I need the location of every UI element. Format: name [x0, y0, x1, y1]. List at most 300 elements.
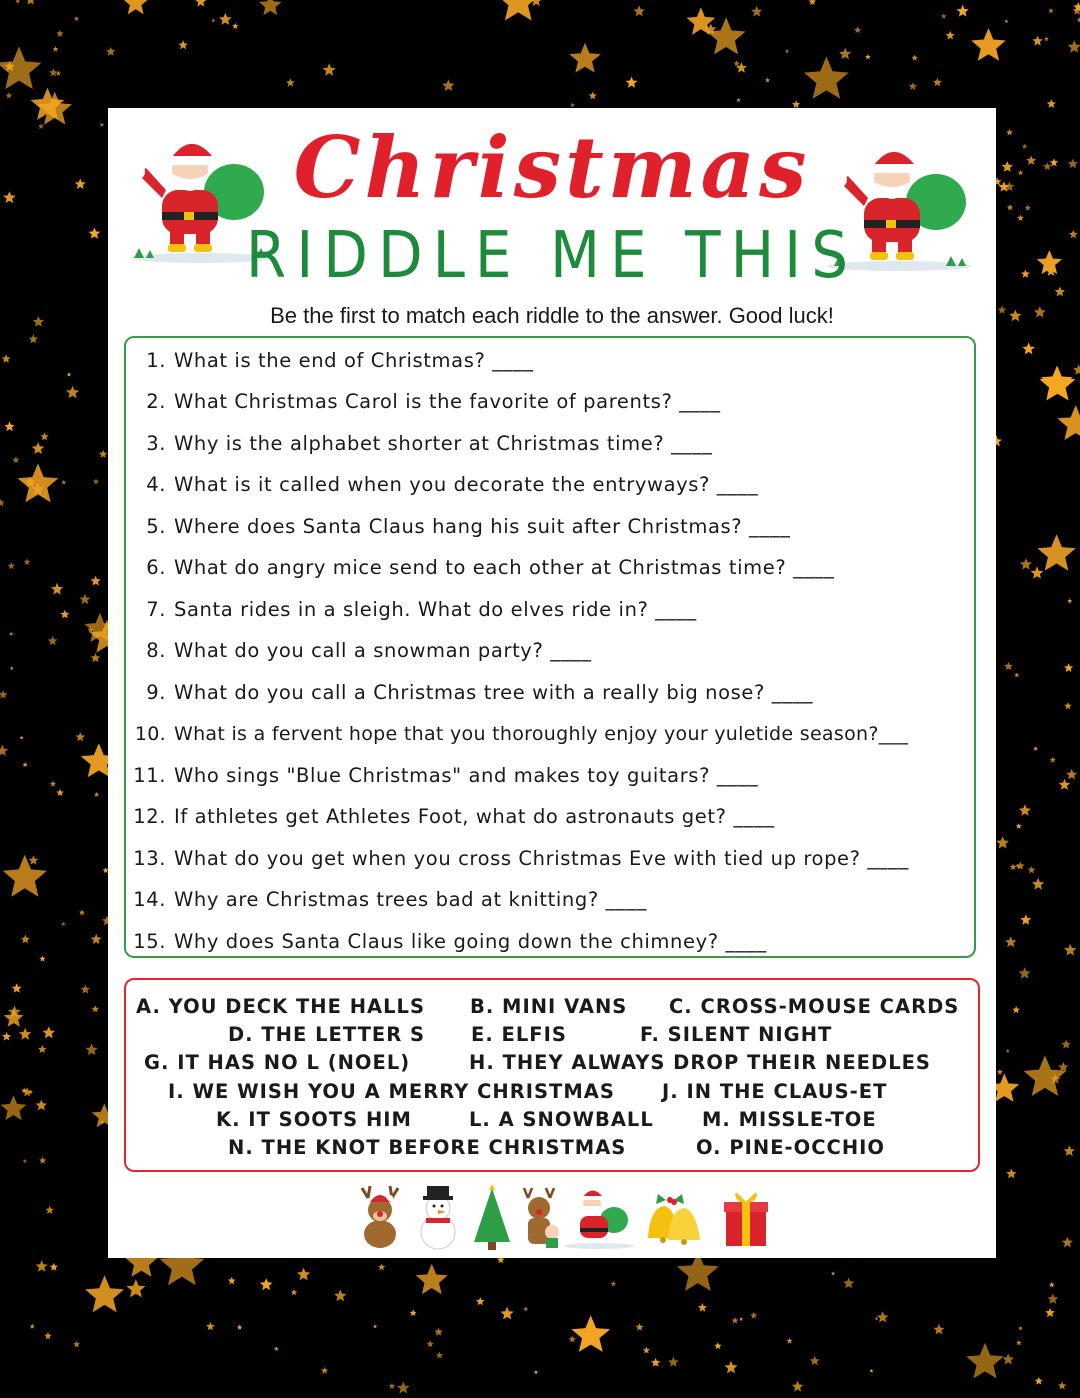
star-icon [1032, 36, 1043, 46]
answer-item: K. IT SOOTS HIM [216, 1108, 412, 1131]
riddle-item [126, 346, 976, 376]
star-icon [1044, 36, 1049, 41]
riddle-text: What is the end of Christmas? ____ [174, 349, 534, 372]
star-icon [297, 1268, 310, 1281]
star-icon [0, 46, 42, 89]
star-icon [4, 1008, 24, 1027]
star-icon [42, 1026, 55, 1038]
riddle-number: 2. [146, 390, 166, 413]
subtitle: RIDDLE ME THIS [245, 217, 859, 293]
star-icon [41, 432, 49, 440]
riddle-text: Where does Santa Claus hang his suit after Christmas? ____ [174, 515, 791, 538]
star-icon [714, 1342, 721, 1349]
star-icon [76, 732, 86, 741]
riddle-text: What is a fervent hope that you thoroughly enjoy your yuletide season?___ [174, 723, 909, 745]
star-icon [589, 92, 597, 100]
riddle-number: 15. [133, 930, 166, 953]
star-icon [971, 28, 1006, 61]
star-icon [636, 1323, 644, 1331]
star-icon [260, 1278, 273, 1290]
star-icon [1047, 99, 1056, 108]
star-icon [94, 792, 99, 797]
star-icon [1073, 2, 1080, 11]
star-icon [61, 480, 66, 485]
star-icon [49, 68, 58, 76]
star-icon [36, 1260, 48, 1272]
bells-icon [648, 1194, 700, 1245]
star-icon [38, 123, 44, 129]
star-icon [232, 23, 238, 29]
star-icon [410, 1309, 417, 1316]
star-icon [237, 1325, 243, 1330]
riddle-text: What do angry mice send to each other at Christmas time? ____ [174, 556, 835, 579]
star-icon [1016, 1340, 1022, 1345]
star-icon [323, 63, 336, 76]
star-icon [1024, 1055, 1067, 1096]
star-icon [698, 1303, 707, 1312]
star-icon [792, 1381, 803, 1392]
star-icon [1050, 1074, 1060, 1084]
riddle-item [126, 761, 976, 791]
star-icon [1016, 823, 1022, 829]
star-icon [786, 1338, 792, 1344]
star-icon [732, 1317, 739, 1323]
star-icon [865, 54, 871, 59]
star-icon [1017, 215, 1024, 221]
star-icon [1069, 230, 1078, 238]
star-icon [33, 316, 44, 327]
riddle-item [126, 844, 976, 874]
star-icon [1043, 162, 1051, 170]
star-icon [100, 123, 105, 127]
star-icon [957, 5, 969, 17]
answer-item: J. IN THE CLAUS-ET [662, 1080, 888, 1103]
star-icon [39, 1157, 46, 1164]
star-icon [9, 632, 14, 636]
star-icon [286, 78, 295, 86]
star-icon [1037, 250, 1062, 274]
star-icon [497, 0, 540, 21]
answer-item: M. MISSLE-TOE [702, 1108, 877, 1131]
star-icon [633, 5, 645, 16]
star-icon [997, 1069, 1003, 1075]
star-icon [1006, 1168, 1017, 1178]
star-icon [12, 456, 19, 463]
star-icon [1073, 364, 1080, 375]
riddle-number: 4. [146, 473, 166, 496]
star-icon [1018, 170, 1024, 175]
star-icon [1067, 599, 1072, 604]
star-icon [228, 1277, 236, 1284]
star-icon [56, 789, 64, 796]
star-icon [1045, 1308, 1055, 1317]
riddle-item [126, 719, 976, 749]
star-icon [259, 0, 281, 15]
star-icon [877, 1311, 889, 1322]
christmas-tree-icon [474, 1184, 510, 1250]
star-icon [707, 17, 746, 54]
star-icon [1002, 1353, 1014, 1364]
star-icon [31, 88, 65, 120]
riddle-item [126, 512, 976, 542]
star-icon [106, 47, 115, 56]
star-icon [739, 1317, 743, 1321]
riddle-item [126, 595, 976, 625]
star-icon [4, 421, 14, 431]
star-icon [291, 1289, 298, 1295]
star-icon [1040, 366, 1076, 400]
gift-icon [724, 1193, 768, 1246]
star-icon [1050, 158, 1058, 166]
star-icon [1027, 866, 1035, 874]
star-icon [626, 77, 638, 88]
star-icon [687, 7, 716, 34]
riddle-item [126, 636, 976, 666]
snowman-icon [421, 1186, 455, 1249]
star-icon [436, 1352, 443, 1359]
riddle-item [126, 802, 976, 832]
star-icon [534, 1370, 539, 1374]
star-icon [1033, 746, 1038, 750]
star-icon [1066, 769, 1077, 780]
riddle-number: 12. [133, 805, 166, 828]
star-icon [389, 1383, 395, 1389]
star-icon [90, 576, 101, 586]
riddle-number: 10. [134, 723, 166, 745]
riddle-text: Who sings "Blue Christmas" and makes toy guitars? ____ [174, 764, 759, 787]
star-icon [79, 910, 85, 916]
star-icon [29, 1090, 34, 1094]
riddle-number: 8. [146, 639, 166, 662]
star-icon [1049, 1282, 1055, 1288]
riddle-sheet [108, 108, 996, 1258]
star-icon [736, 98, 741, 103]
answer-item: I. WE WISH YOU A MERRY CHRISTMAS [168, 1080, 615, 1103]
star-icon [46, 1206, 55, 1214]
star-icon [571, 1315, 610, 1352]
star-icon [831, 1271, 835, 1275]
star-icon [1018, 1326, 1023, 1330]
star-icon [1004, 181, 1014, 191]
star-icon [16, 0, 21, 3]
star-icon [1019, 967, 1031, 979]
star-icon [569, 43, 600, 73]
star-icon [1004, 662, 1013, 670]
star-icon [1057, 405, 1080, 440]
star-icon [206, 1322, 215, 1330]
star-icon [53, 46, 59, 51]
riddle-text: If athletes get Athletes Foot, what do astronauts get? ____ [174, 805, 775, 828]
star-icon [0, 690, 8, 699]
riddle-number: 1. [146, 349, 166, 372]
star-icon [32, 442, 45, 454]
star-icon [126, 1279, 145, 1297]
star-icon [22, 1087, 32, 1096]
riddle-number: 9. [146, 681, 166, 704]
riddle-item [126, 429, 976, 459]
star-icon [50, 1263, 58, 1271]
star-icon [1031, 566, 1044, 578]
riddle-text: Why does Santa Claus like going down the chimney? ____ [174, 930, 767, 953]
star-icon [1020, 558, 1032, 570]
star-icon [1002, 161, 1014, 172]
star-icon [378, 1263, 385, 1270]
star-icon [1068, 40, 1080, 52]
star-icon [1010, 864, 1017, 870]
answer-item: G. IT HAS NO L (NOEL) [144, 1051, 411, 1074]
star-icon [32, 483, 45, 495]
star-icon [1006, 1049, 1010, 1053]
star-icon [38, 1045, 47, 1053]
star-icon [8, 562, 16, 569]
star-icon [93, 478, 99, 484]
star-icon [998, 181, 1009, 191]
answer-item: L. A SNOWBALL [469, 1108, 654, 1131]
star-icon [100, 1120, 105, 1124]
star-icon [416, 1264, 448, 1295]
star-icon [643, 1347, 650, 1354]
reindeer-pair-icon [524, 1188, 559, 1248]
star-icon [765, 78, 770, 83]
riddle-number: 3. [146, 432, 166, 455]
answer-item: H. THEY ALWAYS DROP THEIR NEEDLES [469, 1051, 931, 1074]
star-icon [569, 1335, 576, 1342]
star-icon [21, 935, 30, 944]
star-icon [74, 16, 79, 21]
star-icon [1059, 779, 1071, 790]
star-icon [909, 82, 917, 90]
riddle-item [126, 470, 976, 500]
star-icon [1041, 366, 1073, 396]
star-icon [274, 1346, 279, 1351]
star-icon [530, 0, 542, 6]
riddle-item [126, 387, 976, 417]
star-icon [0, 499, 5, 507]
star-icon [668, 1357, 679, 1367]
star-icon [39, 956, 45, 962]
riddle-number: 14. [133, 888, 166, 911]
star-icon [0, 745, 8, 756]
riddle-item [126, 885, 976, 915]
star-icon [48, 636, 58, 645]
star-icon [3, 191, 16, 203]
star-icon [933, 1324, 944, 1335]
star-icon [178, 40, 187, 49]
answer-item: N. THE KNOT BEFORE CHRISTMAS [228, 1136, 627, 1159]
star-icon [750, 1312, 757, 1319]
star-icon [75, 179, 86, 190]
star-icon [1009, 310, 1021, 322]
star-icon [85, 1275, 124, 1312]
star-icon [1062, 1237, 1073, 1248]
star-icon [1037, 534, 1075, 570]
riddle-text: What do you get when you cross Christmas Eve with tied up rope? ____ [174, 847, 909, 870]
star-icon [56, 30, 63, 37]
star-icon [73, 1341, 80, 1348]
star-icon [91, 934, 102, 944]
star-icon [427, 1340, 434, 1347]
star-icon [1014, 673, 1019, 678]
star-icon [1055, 286, 1066, 296]
star-icon [1064, 1145, 1075, 1156]
star-icon [1050, 757, 1056, 763]
star-icon [5, 61, 15, 71]
star-icon [36, 1100, 47, 1111]
star-icon [810, 1356, 820, 1365]
star-icon [843, 1278, 854, 1289]
star-icon [44, 1332, 52, 1339]
star-icon [998, 306, 1007, 314]
star-icon [89, 228, 101, 239]
star-icon [123, 0, 149, 14]
star-icon [1020, 914, 1031, 924]
star-icon [1032, 878, 1044, 890]
star-icon [12, 983, 22, 993]
star-icon [67, 372, 72, 376]
star-icon [219, 13, 232, 25]
star-icon [651, 1358, 660, 1367]
star-icon [23, 762, 28, 767]
instructions: Be the first to match each riddle to the answer. Good luck! [270, 303, 834, 328]
star-icon [785, 49, 790, 53]
star-icon [804, 57, 849, 99]
star-icon [1007, 204, 1013, 210]
star-icon [24, 558, 31, 565]
riddle-text: Why is the alphabet shorter at Christmas time? ____ [174, 432, 713, 455]
star-icon [705, 23, 717, 34]
star-icon [81, 985, 90, 994]
star-icon [792, 100, 800, 108]
star-icon [1035, 1377, 1043, 1385]
riddle-text: Santa rides in a sleigh. What do elves ride in? ____ [174, 598, 697, 621]
star-icon [61, 922, 66, 927]
star-icon [56, 71, 61, 76]
star-icon [1068, 159, 1078, 169]
star-icon [1016, 864, 1020, 868]
star-icon [1058, 1382, 1066, 1390]
riddle-text: What Christmas Carol is the favorite of parents? ____ [174, 390, 721, 413]
santa-icon [564, 1190, 634, 1249]
star-icon [8, 1005, 21, 1017]
star-icon [2, 1032, 11, 1041]
star-icon [434, 1328, 443, 1336]
star-icon [523, 1307, 528, 1312]
star-icon [1019, 804, 1031, 815]
star-icon [373, 1324, 377, 1328]
star-icon [736, 62, 747, 73]
star-icon [1064, 663, 1073, 672]
star-icon [839, 48, 851, 60]
star-icon [87, 627, 93, 633]
star-icon [29, 855, 39, 864]
star-icon [1058, 1062, 1068, 1072]
star-icon [1, 1095, 27, 1120]
star-icon [92, 1005, 99, 1012]
answer-bank [124, 978, 980, 1172]
star-icon [79, 594, 90, 605]
star-icon [734, 60, 740, 66]
star-icon [18, 464, 59, 503]
star-icon [1021, 270, 1030, 278]
star-icon [725, 1361, 738, 1374]
star-icon [1034, 306, 1046, 318]
answer-item: O. PINE-OCCHIO [696, 1136, 885, 1159]
answer-item: B. MINI VANS [470, 995, 628, 1018]
star-icon [51, 583, 63, 595]
star-icon [25, 477, 36, 487]
star-icon [570, 103, 575, 108]
star-icon [334, 1289, 346, 1301]
riddle-text: What is it called when you decorate the entryways? ____ [174, 473, 759, 496]
star-icon [941, 13, 947, 18]
star-icon [21, 1088, 27, 1094]
star-icon [99, 450, 108, 458]
star-icon [1061, 1040, 1071, 1049]
star-icon [1004, 19, 1008, 23]
title: Christmas [293, 118, 811, 217]
riddle-number: 5. [146, 515, 166, 538]
riddle-text: What do you call a Christmas tree with a really big nose? ____ [174, 681, 814, 704]
star-icon [29, 334, 38, 343]
star-icon [3, 855, 47, 897]
footer-decorations [358, 1184, 778, 1254]
star-icon [1046, 266, 1057, 276]
answer-item: F. SILENT NIGHT [640, 1023, 833, 1046]
star-icon [854, 27, 861, 34]
star-icon [809, 0, 817, 5]
riddle-number: 11. [133, 764, 166, 787]
riddle-number: 7. [146, 598, 166, 621]
star-icon [1016, 862, 1025, 870]
star-icon [1064, 944, 1077, 956]
star-icon [933, 78, 942, 87]
star-icon [870, 1369, 874, 1373]
riddle-item [126, 553, 976, 583]
star-icon [91, 653, 101, 662]
answer-item: E. ELFIS [471, 1023, 567, 1046]
star-icon [50, 781, 56, 787]
star-icon [996, 836, 1009, 848]
star-icon [1022, 342, 1035, 354]
star-icon [946, 31, 955, 40]
star-icon [912, 55, 918, 61]
star-icon [37, 92, 72, 125]
riddle-item [126, 927, 976, 957]
answer-item: C. CROSS-MOUSE CARDS [669, 995, 960, 1018]
star-icon [875, 1317, 879, 1321]
star-icon [1006, 129, 1013, 136]
star-icon [751, 6, 762, 17]
riddle-text: Why are Christmas trees bad at knitting? ____ [174, 888, 647, 911]
riddle-list [124, 336, 976, 958]
star-icon [23, 1159, 27, 1163]
riddle-item [126, 678, 976, 708]
star-icon [442, 79, 454, 91]
riddle-number: 13. [133, 847, 166, 870]
star-icon [1073, 6, 1080, 15]
star-icon [20, 736, 24, 740]
reindeer-icon [362, 1186, 398, 1248]
star-icon [60, 610, 69, 619]
star-icon [1005, 936, 1016, 947]
star-icon [85, 1043, 98, 1055]
star-icon [1048, 8, 1054, 13]
answer-item: D. THE LETTER S [228, 1023, 426, 1046]
star-icon [6, 92, 13, 98]
star-icon [10, 666, 14, 670]
star-icon [1026, 156, 1036, 165]
star-icon [30, 1324, 35, 1329]
